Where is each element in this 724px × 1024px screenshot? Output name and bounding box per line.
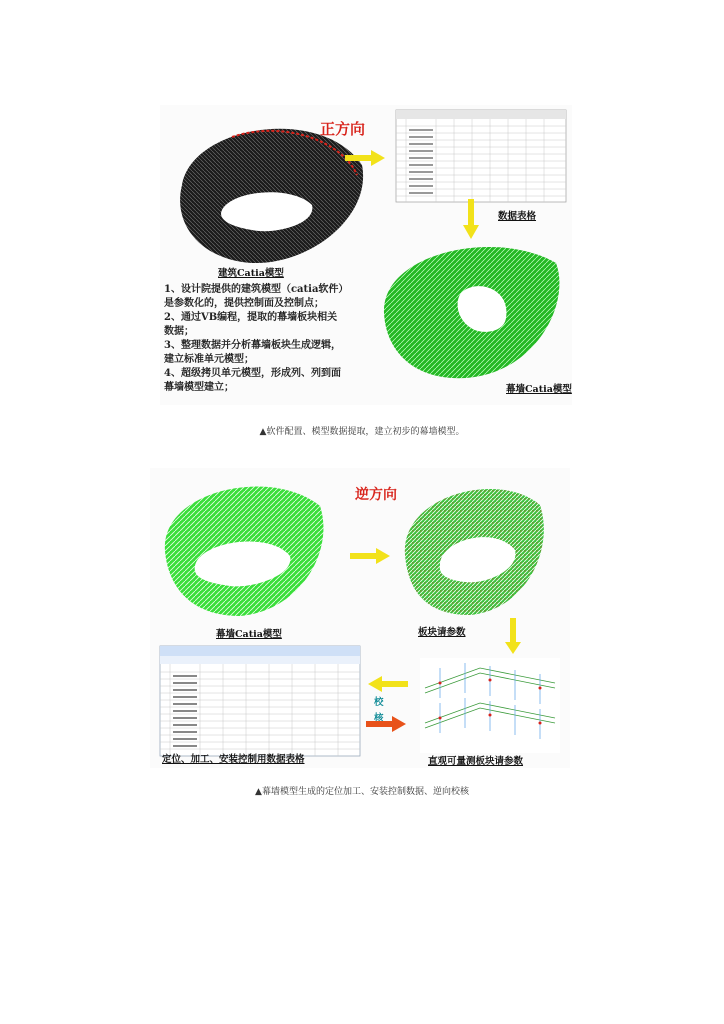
visual-params-label: 直观可量测板块请参数 — [428, 756, 524, 767]
forward-direction-title: 正方向 — [320, 120, 366, 138]
control-data-sheet-label: 定位、加工、安装控制用数据表格 — [162, 754, 305, 765]
step-line: 幕墙模型建立； — [164, 382, 234, 393]
panel-wireframe-image — [420, 658, 560, 753]
steps-list — [164, 283, 374, 395]
step-line: 建立标准单元模型； — [164, 354, 254, 365]
panel-params-label: 板块请参数 — [418, 627, 466, 638]
building-catia-model-label: 建筑Catia模型 — [218, 268, 284, 279]
arrow-right-icon — [350, 548, 390, 564]
step-line: 3、整理数据并分析幕墙板块生成逻辑， — [164, 340, 341, 351]
curtain-catia-model-label: 幕墙Catia模型 — [506, 384, 572, 395]
step-line: 是参数化的，提供控制面及控制点； — [164, 298, 324, 309]
figure2-caption: ▲幕墙模型生成的定位加工、安装控制数据、逆向校核 — [255, 787, 469, 797]
arrow-down-icon — [505, 618, 521, 654]
control-data-sheet-image — [160, 646, 360, 756]
arrow-left-icon — [368, 676, 408, 692]
data-table-image — [396, 110, 566, 202]
arrow-right-icon — [345, 150, 385, 166]
arrow-right-icon — [366, 716, 406, 732]
figure1-caption: ▲软件配置、模型数据提取，建立初步的幕墙模型。 — [259, 427, 465, 437]
reverse-direction-title: 逆方向 — [355, 487, 397, 503]
step-line: 1、设计院提供的建筑模型（catia软件） — [164, 284, 349, 295]
curtain-catia-model-image — [376, 233, 566, 383]
building-catia-model-image — [172, 115, 372, 275]
figure2-panel — [150, 468, 570, 768]
step-line: 数据； — [164, 326, 194, 337]
verify-label-top: 校 — [374, 697, 384, 708]
verify-label-bottom: 核 — [374, 713, 384, 724]
step-line: 4、超级拷贝单元模型，形成列、列到面 — [164, 368, 341, 379]
curtain-catia-model-image — [160, 471, 330, 621]
data-table-label: 数据表格 — [498, 211, 537, 222]
panel-params-model-image — [400, 470, 550, 620]
step-line: 2、通过VB编程，提取的幕墙板块相关 — [164, 312, 338, 323]
figure1-panel — [160, 105, 572, 405]
curtain-catia-model-label: 幕墙Catia模型 — [216, 629, 282, 640]
